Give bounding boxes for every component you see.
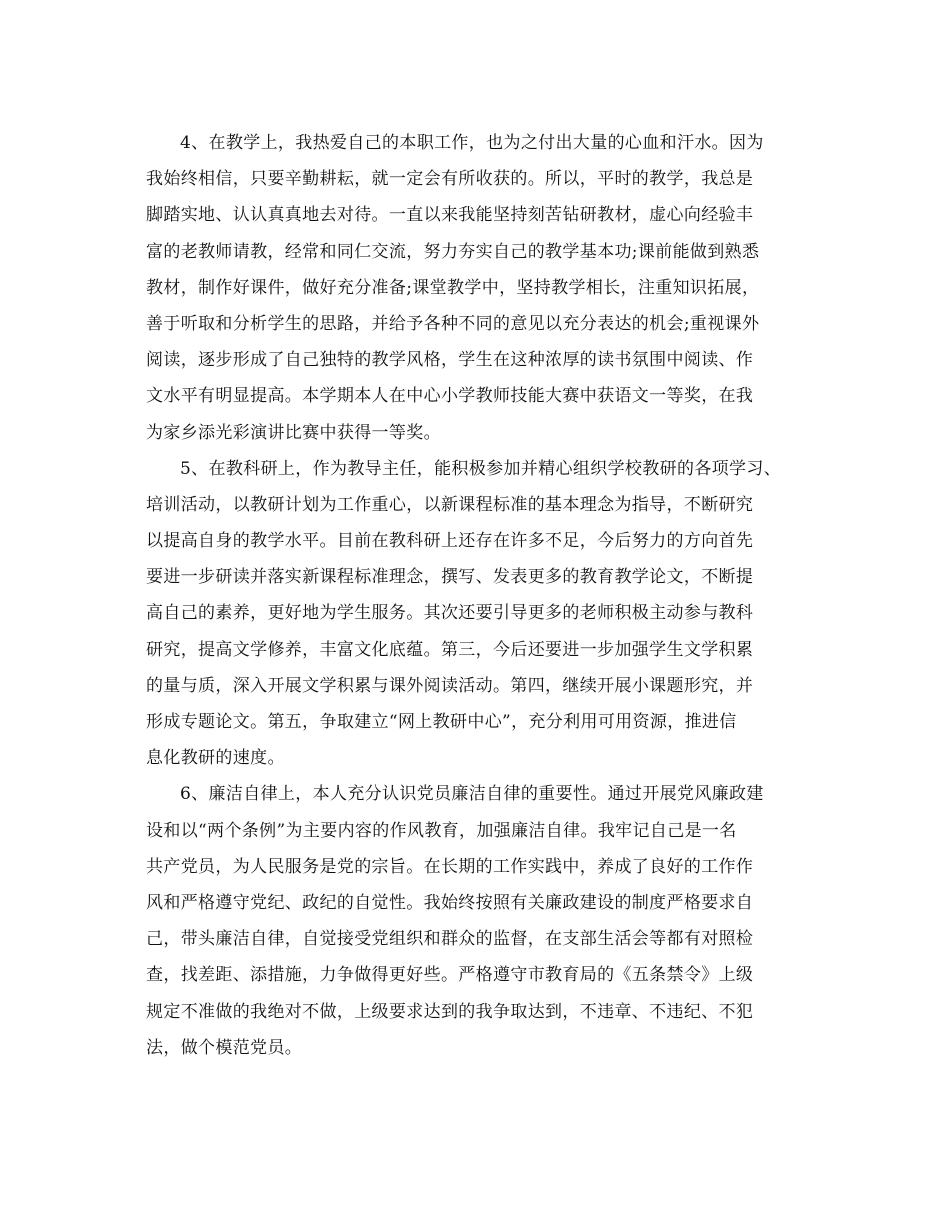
text-line: 文水平有明显提高。本学期本人在中心小学教师技能大赛中获语文一等奖，在我 [146,386,754,407]
text-line: 形成专题论文。第五，争取建立“网上教研中心”，充分利用可用资源，推进信 [146,712,737,732]
text-line: 培训活动，以教研计划为工作重心，以新课程标准的基本理念为指导，不断研究 [146,494,754,515]
text-line: 共产党员，为人民服务是党的宗旨。在长期的工作实践中，养成了良好的工作作 [146,856,754,877]
paragraph-integrity [146,776,826,1066]
text-line: 高自己的素养，更好地为学生服务。其次还要引导更多的老师积极主动参与教科 [146,603,754,624]
text-line: 教材，制作好课件，做好充分准备;课堂教学中，坚持教学相长，注重知识拓展， [146,277,760,298]
text-line: 善于听取和分析学生的思路，并给予各种不同的意见以充分表达的机会;重视课外 [146,313,760,334]
text-line: 以提高自身的教学水平。目前在教科研上还存在许多不足，今后努力的方向首先 [146,531,754,552]
text-line: 我始终相信，只要辛勤耕耘，就一定会有所收获的。所以，平时的教学，我总是 [146,169,754,190]
text-line: 己，带头廉洁自律，自觉接受党组织和群众的监督，在支部生活会等都有对照检 [146,929,754,950]
text-line: 要进一步研读并落实新课程标准理念，撰写、发表更多的教育教学论文，不断提 [146,567,754,588]
text-line: 查，找差距、添措施，力争做得更好些。严格遵守市教育局的《五条禁令》上级 [146,965,754,986]
text-line: 研究，提高文学修养，丰富文化底蕴。第三，今后还要进一步加强学生文学积累 [146,639,754,660]
text-line: 法，做个模范党员。 [146,1037,303,1058]
text-line: 脚踏实地、认认真真地去对待。一直以来我能坚持刻苦钻研教材，虚心向经验丰 [146,205,754,226]
text-line: 息化教研的速度。 [146,748,285,769]
paragraph-research [146,451,826,777]
paragraph-teaching [146,125,826,451]
text-line: 阅读，逐步形成了自己独特的教学风格，学生在这种浓厚的读书氛围中阅读、作 [146,350,754,371]
text-line: 风和严格遵守党纪、政纪的自觉性。我始终按照有关廉政建设的制度严格要求自 [146,892,754,913]
document-body [146,125,826,1066]
text-line: 富的老教师请教，经常和同仁交流，努力夯实自己的教学基本功;课前能做到熟悉 [146,241,760,262]
text-line: 4、在教学上，我热爱自己的本职工作，也为之付出大量的心血和汗水。因为 [180,133,764,153]
text-line: 的量与质，深入开展文学积累与课外阅读活动。第四，继续开展小课题形究，并 [146,675,754,696]
text-line: 6、廉洁自律上，本人充分认识党员廉洁自律的重要性。通过开展党风廉政建 [180,784,764,805]
text-line: 设和以“两个条例”为主要内容的作风教育，加强廉洁自律。我牢记自己是一名 [146,820,737,841]
text-line: 5、在教科研上，作为教导主任，能积极参加并精心组织学校教研的各项学习、 [180,458,782,479]
text-line: 规定不准做的我绝对不做，上级要求达到的我争取达到，不违章、不违纪、不犯 [146,1001,754,1022]
text-line: 为家乡添光彩演讲比赛中获得一等奖。 [146,422,441,443]
